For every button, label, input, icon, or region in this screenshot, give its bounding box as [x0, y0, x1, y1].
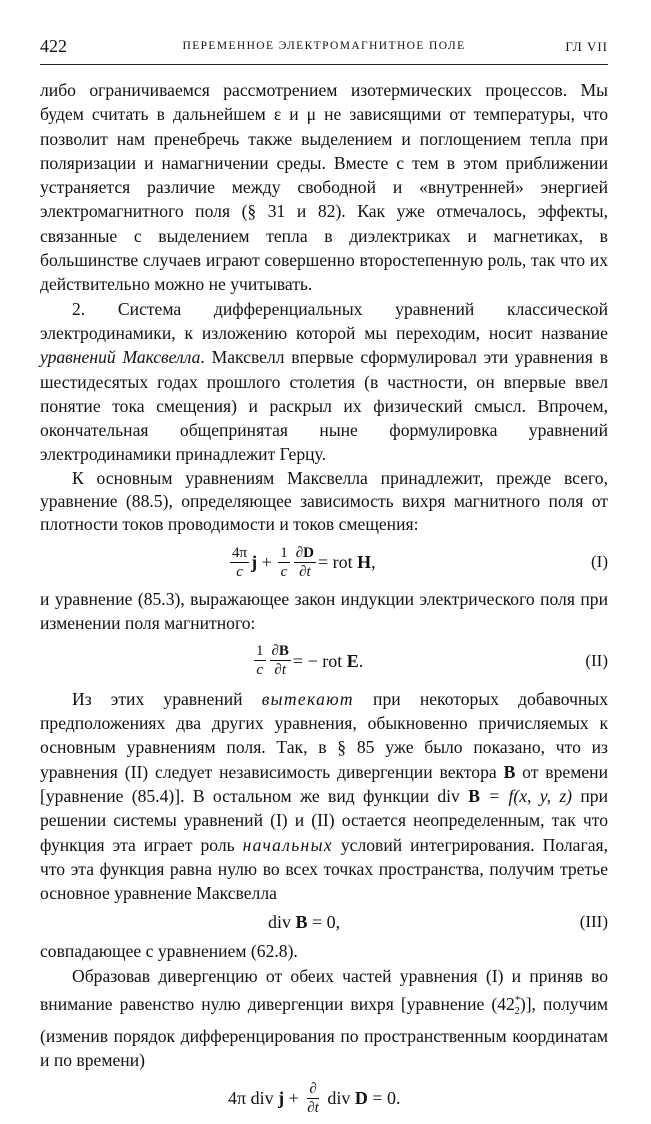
text-run: )], получим (изменив порядок дифференцирования по пространственным координатам и по времени) — [40, 993, 608, 1070]
punctuation: , — [371, 552, 376, 573]
numerator: ∂D — [295, 544, 314, 561]
vector-H: H — [357, 552, 372, 573]
fraction — [254, 642, 266, 679]
text-run: 2. Система дифференциальных уравнений классической электродинамики, к изложению которой мы переходим, носит название — [40, 298, 608, 343]
text-run: от времени [уравнение (85.4)]. В остальном же вид функции div — [40, 761, 608, 806]
paragraph-7 — [40, 964, 608, 1073]
equation-rhs: = − rot — [292, 650, 347, 671]
paragraph-4: и уравнение (85.3), выражающее закон индукции электрического поля при изменении поля магнитного: — [40, 589, 608, 633]
vector-E: E — [346, 650, 359, 671]
denominator: c — [280, 563, 288, 580]
page-number: 422 — [40, 36, 67, 56]
equation-IV — [40, 1074, 608, 1122]
text-run: при некоторых добавочных предположениях два других уравнения, обыкновенно причисляемых к основным уравнениям поля. Так, в § 85 уже было показано, что из уравнения (II) следует независимость дивергенции вектора — [40, 688, 609, 782]
vector-D: D — [354, 1088, 368, 1109]
text-run: при решении системы уравнений (I) и (II) остается неопределенным, так что функция эта играет роль — [40, 785, 609, 855]
denominator: c — [256, 662, 264, 679]
fraction — [305, 1080, 321, 1117]
denominator: ∂t — [299, 563, 311, 580]
denominator: ∂t — [307, 1099, 319, 1116]
numerator: 4π — [232, 544, 248, 561]
equation-tag-I: (I) — [591, 552, 608, 572]
equation-tag-III: (III) — [579, 912, 608, 932]
equation-II — [40, 637, 608, 685]
fraction — [270, 642, 291, 679]
numerator: ∂B — [271, 643, 289, 660]
operator: div — [268, 912, 296, 933]
denominator: ∂t — [274, 662, 286, 679]
fraction — [278, 544, 290, 581]
fraction — [230, 544, 249, 581]
chapter-label: ГЛ VII — [565, 39, 608, 54]
vector-B: B — [295, 912, 308, 933]
paragraph-3: К основным уравнениям Максвелла принадлежит, прежде всего, уравнение (88.5), определяющее зависимость вихря магнитного поля от плотности токов проводимости и токов смещения: — [40, 467, 608, 535]
paragraph-1: либо ограничиваемся рассмотрением изотермических процессов. Мы будем считать в дальнейшем ε и μ не зависящими от температуры, что позволит нам пренебречь также выделением и поглощением тепла при поляризации и намагничении среды. Вместе с тем в этом приближении устраняется различие между свободной и «внутренней» энергией электромагнитного поля (§ 31 и 82). Как уже отмечалось, эффекты, связанные с выделением тепла в диэлектриках и магнетиках, в большинстве случаев играют совершенно второстепенную роль, так что их действительно можно не учитывать. — [40, 80, 608, 295]
operator: div — [322, 1088, 355, 1109]
running-title: ПЕРЕМЕННОЕ ЭЛЕКТРОМАГНИТНОЕ ПОЛЕ — [182, 40, 466, 52]
running-header — [40, 36, 608, 65]
equation-I-formula: $\frac{4\pi}{c}$ j + $\frac{1}{c}$ $\frac{\partial D}{\partial t}$ = rot H , — [232, 544, 376, 580]
denominator: c — [236, 563, 243, 580]
emphasis-term: уравнений Максвелла — [40, 347, 201, 368]
equation-III-formula — [268, 907, 340, 937]
equation-IV-formula — [228, 1074, 401, 1122]
numerator: ∂ — [309, 1080, 317, 1097]
emphasis-word: вытекают — [261, 688, 354, 709]
numerator: 1 — [256, 643, 264, 660]
text-run: . Максвелл впервые сформулировал эти уравнения в шестидесятых годах прошлого столетия (в частности, он впервые ввел понятие тока смещения) и раскрыл их физический смысл. Впрочем, окончательная общепринятая ныне формулировка уравнений электродинамики принадлежит Герцу. — [40, 347, 609, 465]
subscript: 2 — [514, 1005, 520, 1018]
vector-B: B — [503, 761, 516, 782]
equation-rhs: = rot — [317, 552, 358, 573]
vector-j: j — [251, 552, 258, 573]
text-run: Образовав дивергенцию от обеих частей уравнения (I) и приняв во внимание равенство нулю дивергенции вихря [уравнение (42 — [40, 965, 608, 1014]
equation-III — [40, 907, 608, 937]
equation-rhs: = 0. — [367, 1088, 401, 1109]
numerator: 1 — [280, 544, 288, 561]
fraction — [294, 544, 316, 581]
inline-formula: = f(x, y, z) — [479, 785, 573, 806]
emphasis-word: начальных — [242, 834, 333, 855]
paragraph-2 — [40, 297, 608, 467]
equation-I — [40, 538, 608, 586]
page-body — [40, 78, 608, 1124]
equation-tag-II: (II) — [585, 650, 608, 670]
text-run: Из этих уравнений — [72, 688, 262, 709]
equation-rhs: = 0, — [307, 912, 341, 933]
paragraph-6: совпадающее с уравнением (62.8). — [40, 941, 298, 962]
operator: + — [284, 1088, 304, 1109]
vector-B: B — [468, 785, 480, 806]
punctuation: . — [358, 650, 364, 671]
text-run: условий интегрирования. Полагая, что эта функция равна нулю во всех точках пространства, получим третье основное уравнение Максвелла — [40, 834, 609, 904]
vector-j: j — [278, 1088, 285, 1109]
superscript: * — [514, 994, 521, 1007]
paragraph-5 — [40, 687, 608, 906]
equation-lhs: 4π div — [228, 1088, 279, 1109]
equation-II-formula — [252, 637, 363, 685]
